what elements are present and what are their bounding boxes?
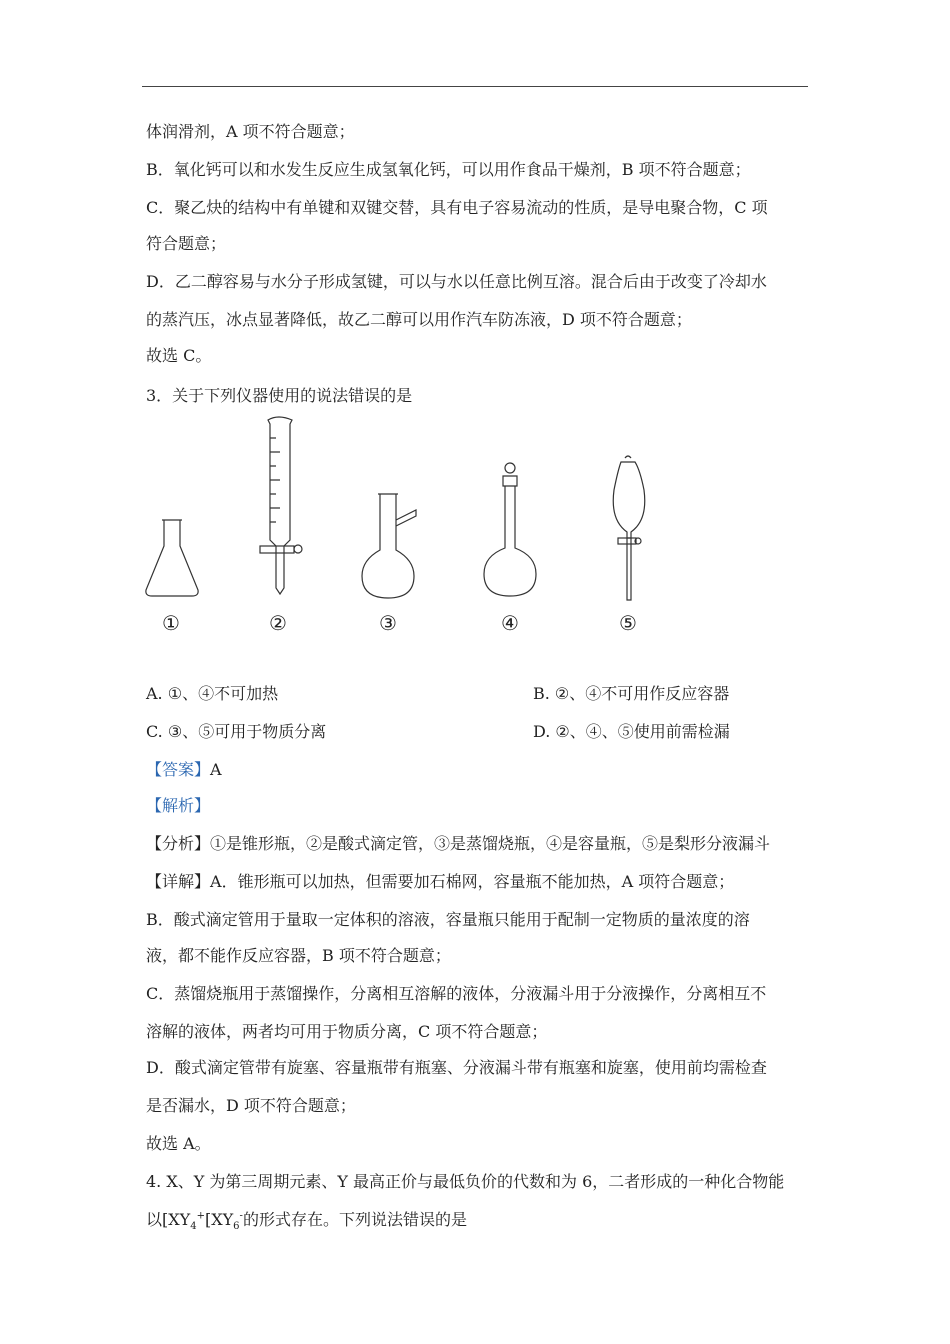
option-d: D. ②、④、⑤使用前需检漏 xyxy=(533,722,730,741)
answer-line xyxy=(146,760,222,780)
xiangjie-line xyxy=(146,872,734,892)
formula-part: [XY xyxy=(204,1210,234,1229)
analysis-heading xyxy=(146,796,210,816)
figure-label-4: ④ xyxy=(501,611,519,635)
formula-superscript: - xyxy=(239,1210,243,1222)
figure-label-2: ② xyxy=(269,611,287,635)
figure-label-3: ③ xyxy=(379,611,397,635)
question-3-stem: 3．关于下列仪器使用的说法错误的是 xyxy=(146,386,413,405)
formula-subscript: 6 xyxy=(233,1221,240,1233)
volumetric-flask-icon xyxy=(484,463,536,596)
option-a: A. ①、④不可加热 xyxy=(146,684,279,703)
formula-superscript: + xyxy=(196,1210,205,1222)
option-b: B. ②、④不可用作反应容器 xyxy=(533,684,730,703)
explanation-line: C．蒸馏烧瓶用于蒸馏操作，分离相互溶解的液体，分液漏斗用于分液操作，分离相互不 xyxy=(146,984,767,1003)
fenxi-tag: 【分析】 xyxy=(146,834,211,853)
text-line: C．聚乙炔的结构中有单键和双键交替，具有电子容易流动的性质，是导电聚合物，C 项 xyxy=(146,198,768,217)
explanation-line: D．酸式滴定管带有旋塞、容量瓶带有瓶塞、分液漏斗带有瓶塞和旋塞，使用前均需检查 xyxy=(146,1058,767,1077)
formula-text: 的形式存在。下列说法错误的是 xyxy=(242,1210,467,1229)
answer-tag: 【答案】 xyxy=(146,760,211,779)
fenxi-line xyxy=(146,834,770,854)
text-line: D．乙二醇容易与水分子形成氢键，可以与水以任意比例互溶。混合后由于改变了冷却水 xyxy=(146,272,767,291)
analysis-tag: 【解析】 xyxy=(146,796,211,815)
explanation-line: B．酸式滴定管用于量取一定体积的溶液，容量瓶只能用于配制一定物质的量浓度的溶 xyxy=(146,910,750,929)
text-line: 故选 C。 xyxy=(146,346,212,365)
question-4-formula-line xyxy=(146,1210,467,1233)
explanation-line: 是否漏水，D 项不符合题意； xyxy=(146,1096,356,1115)
formula-subscript: 4 xyxy=(190,1221,197,1233)
explanation-line: 故选 A。 xyxy=(146,1134,211,1153)
answer-value: A xyxy=(210,760,222,779)
explanation-line: 溶解的液体，两者均可用于物质分离，C 项不符合题意； xyxy=(146,1022,548,1041)
formula-part: 以[XY xyxy=(146,1210,191,1229)
conical-flask-icon xyxy=(146,520,198,596)
explanation-line: 液，都不能作反应容器，B 项不符合题意； xyxy=(146,946,451,965)
option-c: C. ③、⑤可用于物质分离 xyxy=(146,722,327,741)
text-line: B．氧化钙可以和水发生反应生成氢氧化钙，可以用作食品干燥剂，B 项不符合题意； xyxy=(146,160,751,179)
text-line: 体润滑剂，A 项不符合题意； xyxy=(146,122,355,141)
text-line: 符合题意； xyxy=(146,234,227,253)
separatory-funnel-icon xyxy=(613,456,645,600)
xiangjie-text: A．锥形瓶可以加热，但需要加石棉网，容量瓶不能加热，A 项符合题意； xyxy=(210,872,735,891)
fenxi-text: ①是锥形瓶，②是酸式滴定管，③是蒸馏烧瓶，④是容量瓶，⑤是梨形分液漏斗 xyxy=(210,834,771,853)
figure-label-5: ⑤ xyxy=(619,611,637,635)
text-line: 的蒸汽压，冰点显著降低，故乙二醇可以用作汽车防冻液，D 项不符合题意； xyxy=(146,310,692,329)
burette-icon xyxy=(260,417,302,594)
distillation-flask-icon xyxy=(362,494,416,598)
xiangjie-tag: 【详解】 xyxy=(146,872,211,891)
question-4-stem: 4. X、Y 为第三周期元素、Y 最高正价与最低负价的代数和为 6，二者形成的一种化合物能 xyxy=(146,1172,785,1191)
figure-label-1: ① xyxy=(162,611,180,635)
